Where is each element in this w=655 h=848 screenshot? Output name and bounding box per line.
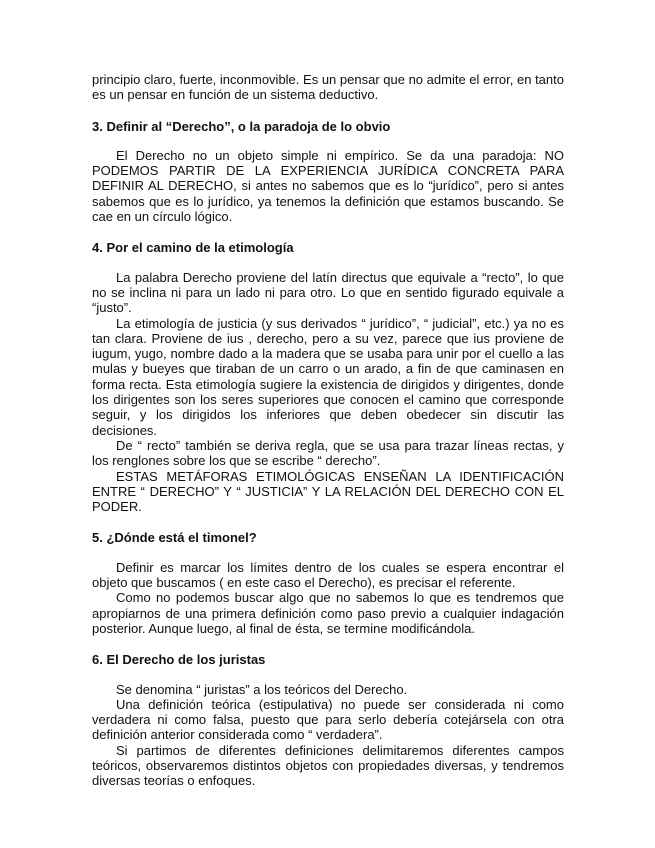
section-3-heading: 3. Definir al “Derecho”, o la paradoja de lo obvio (92, 118, 391, 134)
section-4-paragraph-1: La palabra Derecho proviene del latín directus que equivale a “recto”, lo que no se inclina ni para un lado ni para otro. Lo que en sentido figurado equivale a “justo”. (92, 269, 564, 316)
section-4-paragraph-2: La etimología de justicia (y sus derivados “ jurídico”, “ judicial”, etc.) ya no es tan clara. Proviene de ius , derecho, pero a su vez, parece que ius proviene de iugum, yugo, nombre dado a la madera que se usaba para unir por el cuello a las mulas y bueyes que tiraban de un carro o un arado, a fin de que caminasen en forma recta. Esta etimología sugiere la existencia de dirigidos y dirigentes, donde los dirigentes son los seres superiores que conocen el camino que corresponde seguir, y los dirigidos los inferiores que deben obedecer sin discutir las decisiones. (92, 315, 564, 438)
intro-paragraph: principio claro, fuerte, inconmovible. Es un pensar que no admite el error, en tanto es un pensar en función de un sistema deductivo. (92, 72, 564, 103)
section-5-paragraph-2: Como no podemos buscar algo que no sabemos lo que es tendremos que apropiarnos de una primera definición como paso previo a cualquier indagación posterior. Aunque luego, al final de ésta, se termine modificándola. (92, 590, 564, 636)
section-6-paragraph-2: Una definición teórica (estipulativa) no puede ser considerada ni como verdadera ni como falsa, puesto que para serlo debería cotejársela con otra definición anterior considerada como “ verdadera”. (92, 696, 564, 743)
section-6-paragraph-3: Si partimos de diferentes definiciones delimitaremos diferentes campos teóricos, observaremos distintos objetos con propiedades diversas, y tendremos diversas teorías o enfoques. (92, 742, 564, 789)
section-3-paragraph-1: El Derecho no un objeto simple ni empírico. Se da una paradoja: NO PODEMOS PARTIR DE LA EXPERIENCIA JURÍDICA CONCRETA PARA DEFINIR AL DERECHO, si antes no sabemos que es lo “jurídico”, pero si antes sabemos que es lo jurídico, ya tenemos la definición que estamos buscando. Se cae en un círculo lógico. (92, 147, 564, 225)
section-4-heading: 4. Por el camino de la etimología (92, 240, 294, 256)
section-6-paragraph-1: Se denomina “ juristas” a los teóricos del Derecho. (116, 681, 408, 697)
section-4-paragraph-3: De “ recto” también se deriva regla, que se usa para trazar líneas rectas, y los renglones sobre los que se escribe “ derecho”. (92, 437, 564, 469)
section-5-paragraph-1: Definir es marcar los límites dentro de los cuales se espera encontrar el objeto que buscamos ( en este caso el Derecho), es precisar el referente. (92, 559, 564, 591)
section-4-paragraph-4: ESTAS METÁFORAS ETIMOLÓGICAS ENSEÑAN LA IDENTIFICACIÓN ENTRE “ DERECHO” Y “ JUSTICIA” Y LA RELACIÓN DEL DERECHO CON EL PODER. (92, 468, 564, 515)
section-6-heading: 6. El Derecho de los juristas (92, 652, 266, 668)
section-5-heading: 5. ¿Dónde está el timonel? (92, 530, 257, 546)
document-page (92, 72, 564, 789)
